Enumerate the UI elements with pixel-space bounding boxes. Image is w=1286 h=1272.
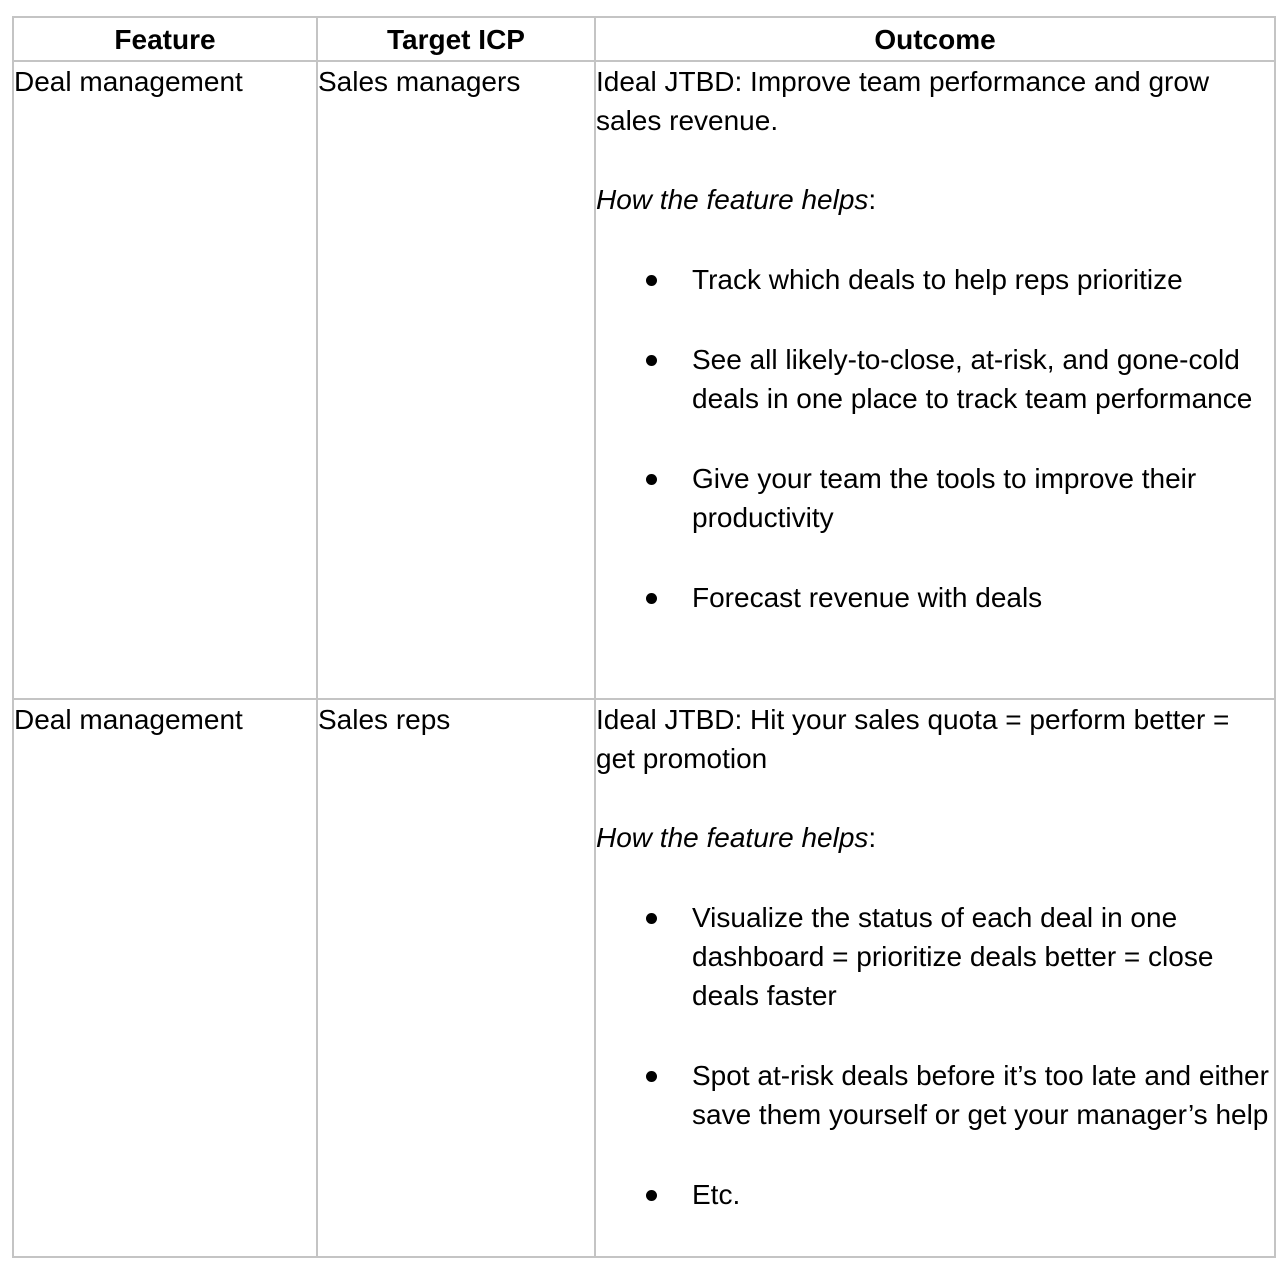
feature-cell: Deal management	[13, 699, 317, 1257]
list-item-text: Visualize the status of each deal in one dashboard = prioritize deals better = close deals faster	[692, 902, 1214, 1011]
how-feature-helps-label: How the feature helps	[596, 184, 869, 215]
outcome-cell	[595, 699, 1275, 1257]
list-item	[596, 260, 1274, 299]
colon: :	[868, 184, 877, 215]
ideal-jtbd-text: Ideal JTBD: Hit your sales quota = perform better = get promotion	[596, 704, 1230, 774]
list-item	[596, 578, 1274, 617]
table-row	[13, 699, 1275, 1257]
colon: :	[868, 822, 877, 853]
feature-outcome-table	[12, 16, 1276, 1258]
list-item-text: Etc.	[692, 1179, 741, 1210]
bullet-icon	[646, 275, 657, 286]
how-feature-helps-heading	[596, 818, 1274, 857]
list-item	[596, 1175, 1274, 1214]
how-feature-helps-heading	[596, 180, 1274, 219]
target-icp-cell: Sales reps	[317, 699, 595, 1257]
header-outcome: Outcome	[595, 17, 1275, 61]
benefits-list	[596, 260, 1274, 617]
list-item-text: See all likely-to-close, at-risk, and gone-cold deals in one place to track team performance	[692, 344, 1253, 414]
list-item	[596, 1056, 1274, 1134]
list-item	[596, 898, 1274, 1015]
bullet-icon	[646, 1071, 657, 1082]
bullet-icon	[646, 593, 657, 604]
header-feature: Feature	[13, 17, 317, 61]
outcome-cell	[595, 61, 1275, 699]
table-header-row	[13, 17, 1275, 61]
ideal-jtbd-text: Ideal JTBD: Improve team performance and grow sales revenue.	[596, 66, 1210, 136]
list-item-text: Forecast revenue with deals	[692, 582, 1043, 613]
benefits-list	[596, 898, 1274, 1214]
bullet-icon	[646, 1190, 657, 1201]
list-item	[596, 340, 1274, 418]
list-item-text: Track which deals to help reps prioritize	[692, 264, 1183, 295]
list-item-text: Spot at-risk deals before it’s too late and either save them yourself or get your manager’s help	[692, 1060, 1269, 1130]
list-item-text: Give your team the tools to improve their productivity	[692, 463, 1197, 533]
target-icp-cell: Sales managers	[317, 61, 595, 699]
list-item	[596, 459, 1274, 537]
table-row	[13, 61, 1275, 699]
bullet-icon	[646, 913, 657, 924]
bullet-icon	[646, 474, 657, 485]
feature-cell: Deal management	[13, 61, 317, 699]
header-target-icp: Target ICP	[317, 17, 595, 61]
bullet-icon	[646, 355, 657, 366]
how-feature-helps-label: How the feature helps	[596, 822, 869, 853]
